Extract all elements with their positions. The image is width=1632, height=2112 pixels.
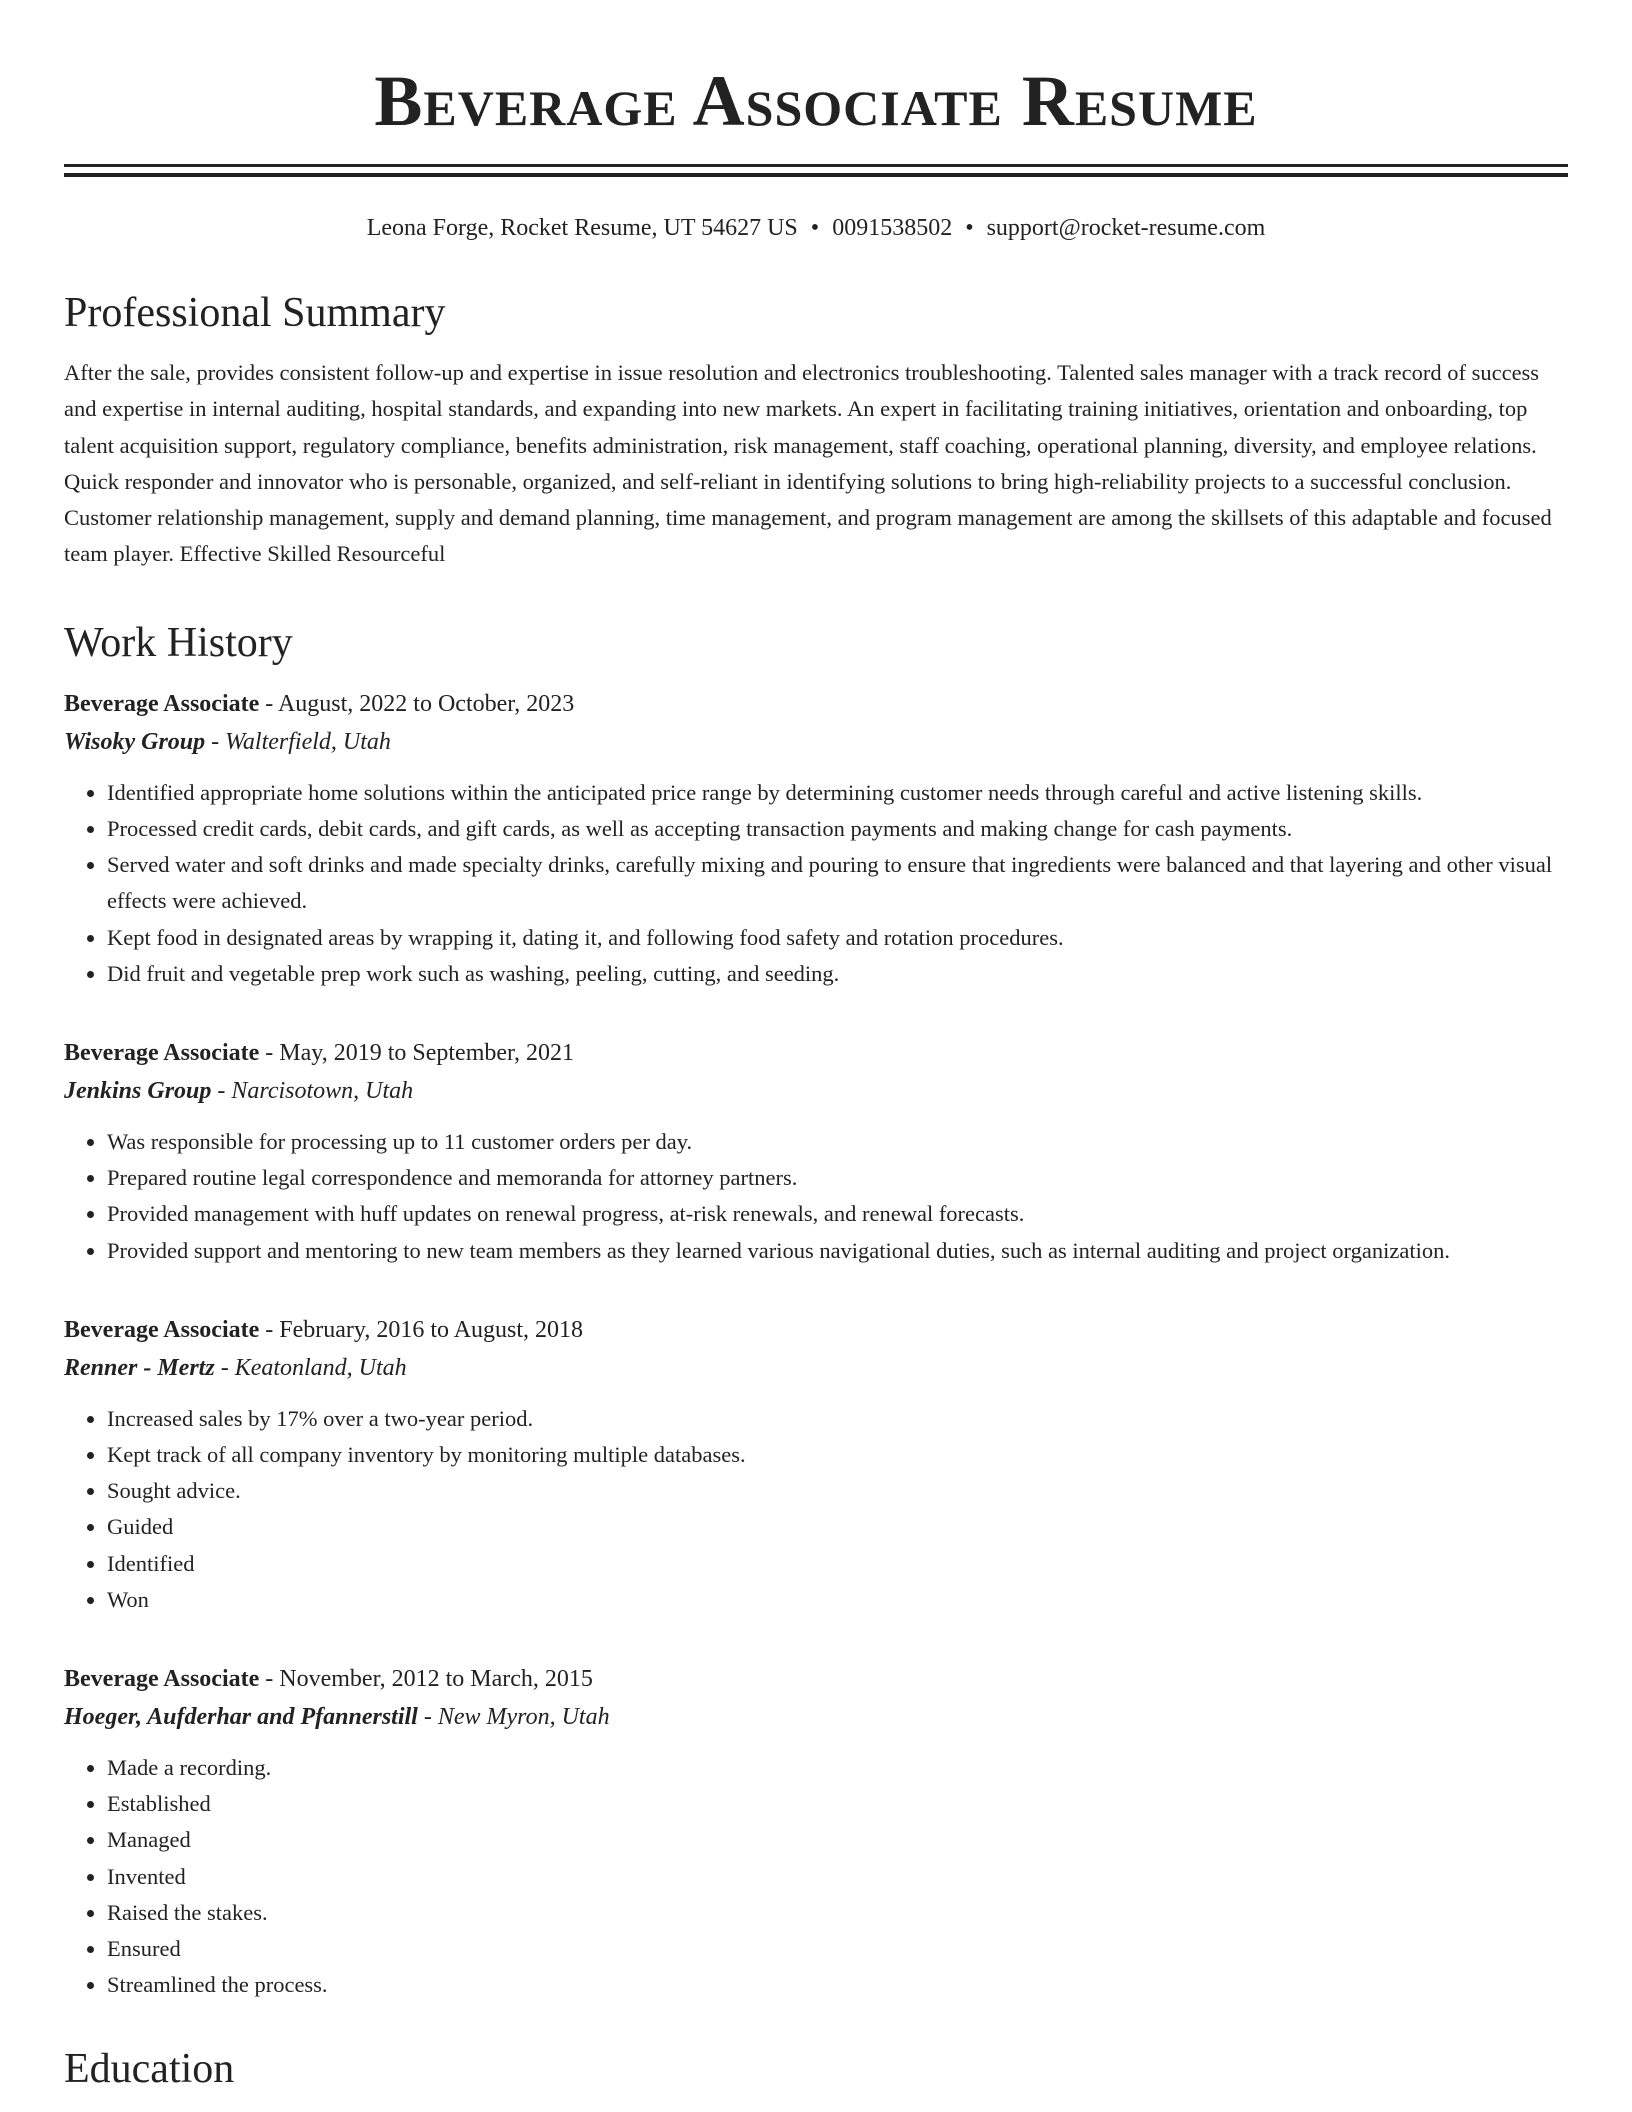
job-dates: May, 2019 to September, 2021 (279, 1040, 575, 1066)
job-dates: August, 2022 to October, 2023 (277, 690, 575, 717)
contact-email: support@rocket-resume.com (986, 215, 1266, 241)
duty-item: • Ensured (107, 1931, 1568, 1967)
company-location: New Myron, Utah (437, 1704, 610, 1731)
duty-item: • Did fruit and vegetable prep work such as washing, peeling, cutting, and seeding. (107, 956, 1568, 992)
duty-item: • Won (107, 1582, 1568, 1618)
education-heading: Education (64, 2046, 235, 2093)
job-title-line (64, 685, 1568, 723)
duty-list (64, 1750, 1568, 2003)
job-dates: February, 2016 to August, 2018 (279, 1316, 584, 1343)
company-location: Walterfield, Utah (225, 728, 391, 755)
duty-item: • Invented (107, 1859, 1568, 1895)
summary-heading: Professional Summary (64, 290, 446, 336)
duty-item: • Streamlined the process. (107, 1967, 1568, 2003)
title-rule-bottom (64, 173, 1568, 177)
duty-item: • Made a recording. (107, 1750, 1568, 1786)
duty-list (64, 1401, 1568, 1618)
job-entry (64, 1311, 1568, 1618)
duty-item: • Served water and soft drinks and made specialty drinks, carefully mixing and pouring to ensure that ingredients were balanced and that layering and other visual effects were achieved. (107, 847, 1568, 919)
job-dash: - (259, 1040, 280, 1066)
duty-item: • Provided management with huff updates on renewal progress, at-risk renewals, and renewal forecasts. (107, 1196, 1568, 1232)
duty-item: • Processed credit cards, debit cards, and gift cards, as well as accepting transaction payments and making change for cash payments. (107, 811, 1568, 847)
contact-address: Leona Forge, Rocket Resume, UT 54627 US (366, 215, 798, 241)
duty-item: • Kept food in designated areas by wrapping it, dating it, and following food safety and rotation procedures. (107, 920, 1568, 956)
job-title: Beverage Associate (64, 1666, 260, 1693)
work-history-list (64, 685, 1568, 2004)
job-entry (64, 1660, 1568, 2003)
duty-item: • Identified (107, 1546, 1568, 1582)
company-name: Jenkins Group (64, 1078, 212, 1104)
company-dash: - (205, 728, 226, 755)
job-title-line (64, 1034, 1568, 1072)
duty-item: • Was responsible for processing up to 11 customer orders per day. (107, 1124, 1568, 1160)
duty-item: • Established (107, 1786, 1568, 1822)
job-dates: November, 2012 to March, 2015 (279, 1666, 593, 1693)
job-title: Beverage Associate (64, 1316, 260, 1343)
duty-item: • Guided (107, 1509, 1568, 1545)
job-entry (64, 1034, 1568, 1269)
job-entry (64, 685, 1568, 992)
company-dash: - (417, 1704, 438, 1731)
duty-item: • Provided support and mentoring to new team members as they learned various navigational duties, such as internal auditing and project organization. (107, 1233, 1568, 1269)
job-title: Beverage Associate (64, 690, 260, 717)
contact-separator: • (810, 215, 820, 241)
company-line (64, 1349, 1568, 1387)
work-history-heading: Work History (64, 619, 293, 666)
duty-list (64, 1124, 1568, 1269)
duty-item: • Increased sales by 17% over a two-year period. (107, 1401, 1568, 1437)
company-name: Hoeger, Aufderhar and Pfannerstill (64, 1704, 418, 1731)
duty-list (64, 775, 1568, 992)
job-title: Beverage Associate (64, 1040, 260, 1066)
company-line (64, 1072, 1568, 1110)
company-name: Wisoky Group (64, 728, 206, 755)
duty-item: • Raised the stakes. (107, 1895, 1568, 1931)
duty-item: • Identified appropriate home solutions within the anticipated price range by determining customer needs through careful and active listening skills. (107, 775, 1568, 811)
company-location: Narcisotown, Utah (231, 1078, 414, 1104)
contact-phone: 0091538502 (832, 215, 953, 241)
job-title-line (64, 1660, 1568, 1698)
company-dash: - (211, 1078, 232, 1104)
company-dash: - (214, 1354, 235, 1381)
resume-title: Beverage Associate Resume (374, 61, 1258, 141)
duty-item: • Sought advice. (107, 1473, 1568, 1509)
contact-separator: • (965, 215, 974, 241)
title-rule-top (64, 164, 1568, 167)
company-location: Keatonland, Utah (234, 1354, 407, 1381)
company-name: Renner - Mertz (64, 1354, 215, 1381)
company-line (64, 723, 1568, 761)
job-dash: - (259, 1666, 280, 1693)
duty-item: • Kept track of all company inventory by monitoring multiple databases. (107, 1437, 1568, 1473)
duty-item: • Managed (107, 1822, 1568, 1858)
job-dash: - (259, 690, 278, 717)
contact-line (64, 213, 1568, 243)
job-title-line (64, 1311, 1568, 1349)
duty-item: • Prepared routine legal correspondence and memoranda for attorney partners. (107, 1160, 1568, 1196)
resume-page (64, 0, 1568, 2111)
company-line (64, 1698, 1568, 1736)
summary-text: After the sale, provides consistent follow-up and expertise in issue resolution and electronics troubleshooting. Talented sales manager with a track record of success and expertise in internal auditing, hospital standards, and expanding into new markets. An expert in facilitating training initiatives, orientation and onboarding, top talent acquisition support, regulatory compliance, benefits administration, risk management, staff coaching, operational planning, diversity, and employee relations. Quick responder and innovator who is personable, organized, and self-reliant in identifying solutions to bring high-reliability projects to a successful conclusion. Customer relationship management, supply and demand planning, time management, and program management are among the skillsets of this adaptable and focused team player. Effective Skilled Resourceful (64, 360, 1552, 567)
job-dash: - (259, 1316, 280, 1343)
